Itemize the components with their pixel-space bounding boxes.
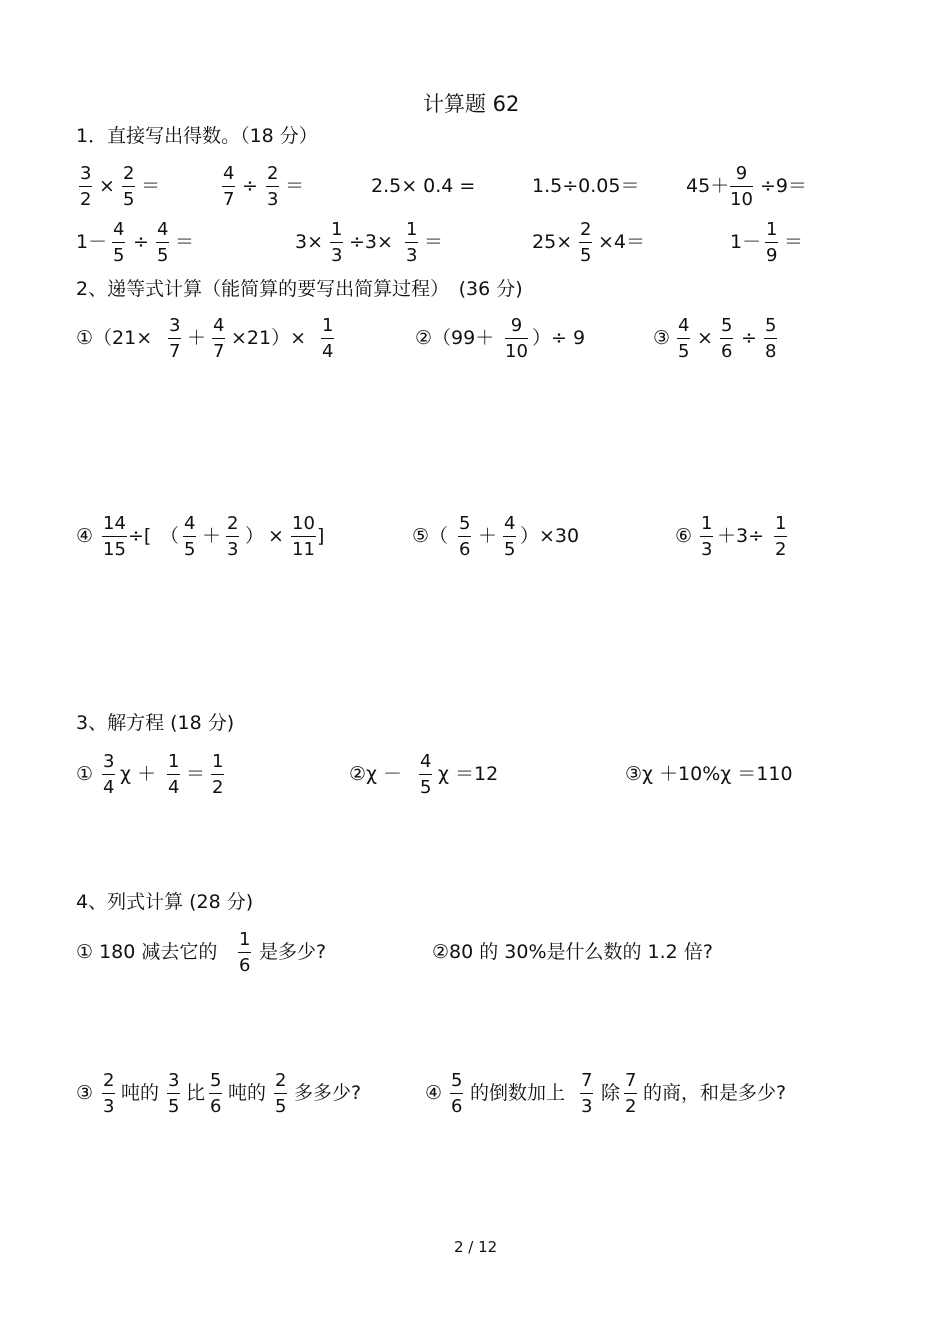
- fraction-4-5: $\frac{4}{5}$: [113, 219, 125, 266]
- number-45-plus: 45＋: [686, 175, 730, 197]
- equals-sign: ＝: [175, 231, 195, 253]
- right-bracket: ]: [317, 525, 325, 547]
- fraction-1-2: $\frac{1}{2}$: [775, 513, 787, 560]
- equals-sign: ＝: [784, 231, 804, 253]
- plus-sign: ＋: [187, 327, 207, 349]
- fraction-2-5: $\frac{2}{5}$: [123, 163, 135, 210]
- fraction-1-4: $\frac{1}{4}$: [322, 315, 334, 362]
- chi-plus: χ ＋: [120, 763, 157, 785]
- fraction-1-3: $\frac{1}{3}$: [406, 219, 418, 266]
- circled-6: ⑥: [675, 525, 693, 547]
- expr-2-1-mid: ×21）×: [231, 327, 307, 349]
- one-minus: 1－: [76, 231, 108, 253]
- expr-2-2-start: ②（99＋: [415, 327, 495, 349]
- question-4-3-text: 比: [186, 1082, 206, 1104]
- times-sign: ×: [99, 175, 115, 197]
- fraction-7-3: $\frac{7}{3}$: [581, 1070, 593, 1117]
- fraction-14-15: $\frac{14}{15}$: [103, 513, 126, 560]
- fraction-4-5: $\frac{4}{5}$: [504, 513, 516, 560]
- fraction-5-6: $\frac{5}{6}$: [210, 1070, 222, 1117]
- fraction-3-5: $\frac{3}{5}$: [168, 1070, 180, 1117]
- fraction-9-10: $\frac{9}{10}$: [505, 315, 528, 362]
- fraction-1-3: $\frac{1}{3}$: [331, 219, 343, 266]
- fraction-1-2: $\frac{1}{2}$: [212, 751, 224, 798]
- fraction-3-7: $\frac{3}{7}$: [169, 315, 181, 362]
- question-4-4-text: 除: [601, 1082, 621, 1104]
- fraction-2-3: $\frac{2}{3}$: [227, 513, 239, 560]
- fraction-1-4: $\frac{1}{4}$: [168, 751, 180, 798]
- circled-3: ③: [76, 1082, 94, 1104]
- question-4-4-text: 的商，和是多少?: [643, 1082, 787, 1104]
- problem-1-4: 1.5÷0.05＝: [532, 175, 640, 197]
- divide-sign: ÷: [242, 175, 258, 197]
- circled-4: ④: [425, 1082, 443, 1104]
- fraction-2-3: $\frac{2}{3}$: [103, 1070, 115, 1117]
- fraction-4-5: $\frac{4}{5}$: [157, 219, 169, 266]
- equals-sign: ＝: [285, 175, 305, 197]
- fraction-3-2: $\frac{3}{2}$: [80, 163, 92, 210]
- expr-2-2-end: ）÷ 9: [532, 327, 586, 349]
- section-1-heading: 1．直接写出得数。（18 分）: [76, 125, 318, 147]
- fraction-2-3: $\frac{2}{3}$: [267, 163, 279, 210]
- fraction-9-10: $\frac{9}{10}$: [730, 163, 753, 210]
- equals-sign: ＝: [141, 175, 161, 197]
- circled-5-paren: ⑤（: [412, 525, 449, 547]
- divide-three-times: ÷3×: [349, 231, 393, 253]
- equation-3-3: ③χ ＋10%χ ＝110: [625, 763, 793, 785]
- divide-sign: ÷: [741, 327, 757, 349]
- equals-sign: ＝: [186, 763, 206, 785]
- fraction-4-5: $\frac{4}{5}$: [678, 315, 690, 362]
- times-sign: ×: [268, 525, 284, 547]
- fraction-3-4: $\frac{3}{4}$: [103, 751, 115, 798]
- fraction-4-7: $\frac{4}{7}$: [213, 315, 225, 362]
- expr-2-1-start: ①（21×: [76, 327, 153, 349]
- fraction-4-7: $\frac{4}{7}$: [223, 163, 235, 210]
- fraction-5-6: $\frac{5}{6}$: [451, 1070, 463, 1117]
- fraction-1-3: $\frac{1}{3}$: [701, 513, 713, 560]
- section-4-heading: 4、列式计算 (28 分): [76, 891, 254, 913]
- left-paren: （: [160, 525, 180, 547]
- page-title: 计算题 62: [423, 92, 520, 116]
- expr-2-5-end: ）×30: [520, 525, 580, 547]
- fraction-5-6: $\frac{5}{6}$: [459, 513, 471, 560]
- divide-nine-equals: ÷9＝: [760, 175, 808, 197]
- question-4-2: ②80 的 30%是什么数的 1.2 倍?: [432, 941, 713, 963]
- fraction-5-8: $\frac{5}{8}$: [765, 315, 777, 362]
- question-4-3-text: 多多少?: [294, 1082, 362, 1104]
- circled-3: ③: [653, 327, 671, 349]
- divide-sign: ÷: [133, 231, 149, 253]
- right-paren: ）: [245, 525, 265, 547]
- fraction-2-5: $\frac{2}{5}$: [580, 219, 592, 266]
- fraction-5-6: $\frac{5}{6}$: [721, 315, 733, 362]
- fraction-10-11: $\frac{10}{11}$: [292, 513, 315, 560]
- equation-3-2-start: ②χ －: [349, 763, 403, 785]
- section-3-heading: 3、解方程 (18 分): [76, 712, 235, 734]
- equals-sign: ＝: [424, 231, 444, 253]
- circled-1: ①: [76, 763, 94, 785]
- twentyfive-times: 25×: [532, 231, 573, 253]
- plus-sign: ＋: [478, 525, 498, 547]
- fraction-4-5: $\frac{4}{5}$: [420, 751, 432, 798]
- question-4-1-start: ① 180 减去它的: [76, 941, 218, 963]
- section-2-heading: 2、递等式计算（能简算的要写出简算过程） (36 分): [76, 278, 523, 300]
- fraction-7-2: $\frac{7}{2}$: [625, 1070, 637, 1117]
- question-4-1-end: 是多少?: [259, 941, 327, 963]
- fraction-4-5: $\frac{4}{5}$: [184, 513, 196, 560]
- three-times: 3×: [295, 231, 324, 253]
- times-four-equals: ×4＝: [598, 231, 646, 253]
- plus-sign: ＋: [202, 525, 222, 547]
- one-minus: 1－: [730, 231, 762, 253]
- fraction-2-5: $\frac{2}{5}$: [275, 1070, 287, 1117]
- fraction-1-6: $\frac{1}{6}$: [239, 929, 251, 976]
- question-4-3-text: 吨的: [121, 1082, 160, 1104]
- fraction-1-9: $\frac{1}{9}$: [766, 219, 778, 266]
- divide-bracket: ÷[: [128, 525, 152, 547]
- expr-2-6-mid: ＋3÷: [717, 525, 765, 547]
- question-4-4-text: 的倒数加上: [470, 1082, 566, 1104]
- circled-4: ④: [76, 525, 94, 547]
- question-4-3-text: 吨的: [228, 1082, 267, 1104]
- times-sign: ×: [697, 327, 713, 349]
- page-number: 2 / 12: [454, 1238, 498, 1256]
- equation-3-2-end: χ ＝12: [438, 763, 499, 785]
- problem-1-3: 2.5× 0.4 =: [371, 175, 476, 197]
